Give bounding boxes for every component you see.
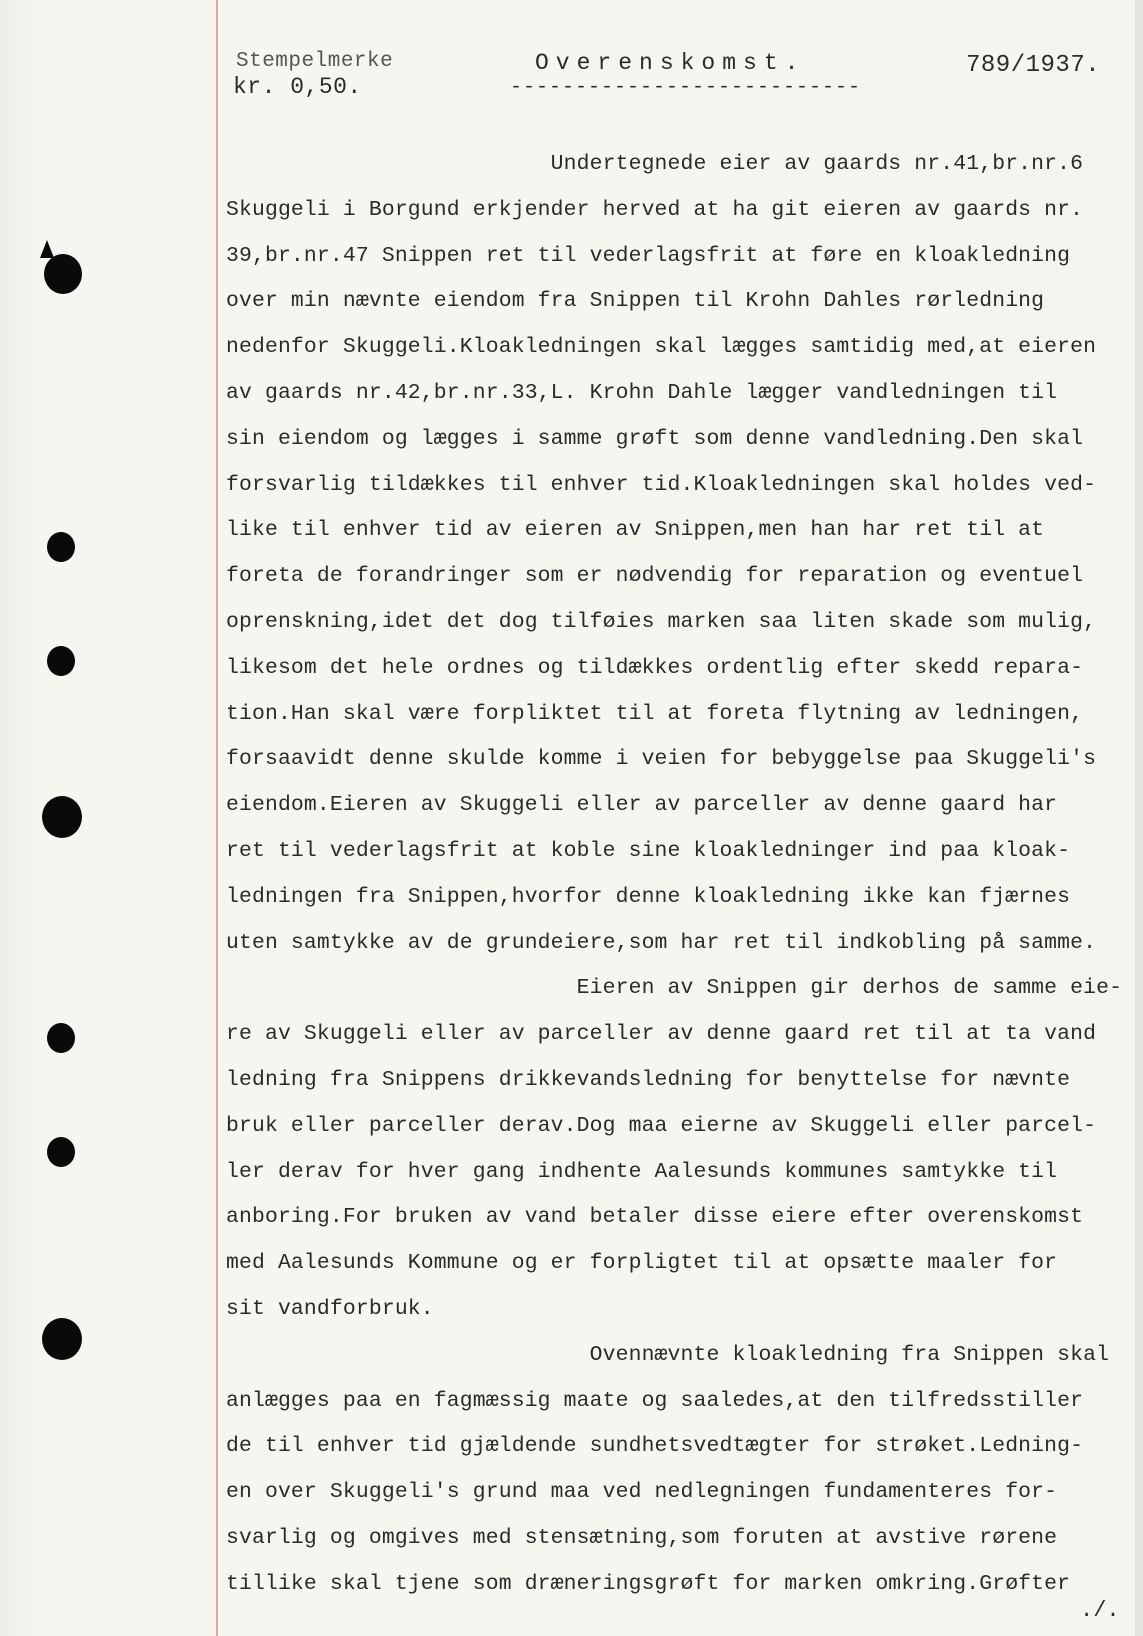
body-line: likesom det hele ordnes og tildækkes ordentlig efter skedd repara- (226, 655, 1084, 680)
document-reference: 789/1937. (966, 52, 1101, 79)
body-line: Eieren av Snippen gir derhos de samme eie- (226, 976, 1123, 1001)
body-line: Ovennævnte kloakledning fra Snippen skal (226, 1342, 1110, 1367)
body-line: uten samtykke av de grundeiere,som har ret til indkobling på samme. (226, 930, 1097, 955)
body-line: forsaavidt denne skulde komme i veien for bebyggelse paa Skuggeli's (226, 747, 1097, 772)
continuation-mark: ./. (1080, 1598, 1120, 1623)
body-line: ledning fra Snippens drikkevandsledning for benyttelse for nævnte (226, 1067, 1071, 1092)
body-line: tion.Han skal være forpliktet til at foreta flytning av ledningen, (226, 701, 1084, 726)
body-line: nedenfor Skuggeli.Kloakledningen skal lægges samtidig med,at eieren (226, 335, 1097, 360)
body-line: bruk eller parceller derav.Dog maa eierne av Skuggeli eller parcel- (226, 1113, 1097, 1138)
punch-hole-4 (42, 796, 82, 838)
body-line: re av Skuggeli eller av parceller av denne gaard ret til at ta vand (226, 1022, 1097, 1047)
title-underline: --------------------------- (510, 76, 862, 99)
body-line: ledningen fra Snippen,hvorfor denne kloakledning ikke kan fjærnes (226, 884, 1071, 909)
body-line: anboring.For bruken av vand betaler disse eiere efter overenskomst (226, 1205, 1084, 1230)
body-line: eiendom.Eieren av Skuggeli eller av parceller av denne gaard har (226, 793, 1058, 818)
punch-hole-6 (47, 1137, 75, 1167)
body-line: sit vandforbruk. (226, 1296, 434, 1321)
body-line: tillike skal tjene som dræneringsgrøft for marken omkring.Grøfter (226, 1571, 1071, 1596)
document-body (226, 142, 1136, 1608)
body-line: ler derav for hver gang indhente Aalesunds kommunes samtykke til (226, 1159, 1058, 1184)
stamp-amount: kr. 0,50. (233, 74, 362, 100)
body-line: Undertegnede eier av gaards nr.41,br.nr.6 (226, 152, 1084, 176)
page-edge (1135, 0, 1143, 1636)
arrow-marker-icon (40, 240, 54, 258)
punch-hole-7 (42, 1318, 82, 1360)
punch-hole-5 (47, 1023, 75, 1053)
body-line: 39,br.nr.47 Snippen ret til vederlagsfrit at føre en kloakledning (226, 243, 1071, 268)
body-line: av gaards nr.42,br.nr.33,L. Krohn Dahle lægger vandledningen til (226, 380, 1058, 405)
punch-hole-3 (47, 646, 75, 676)
punch-hole-1 (44, 254, 82, 294)
body-line: Skuggeli i Borgund erkjender herved at ha git eieren av gaards nr. (226, 197, 1084, 222)
body-line: over min nævnte eiendom fra Snippen til Krohn Dahles rørledning (226, 289, 1045, 314)
body-line: foreta de forandringer som er nødvendig for reparation og eventuel (226, 564, 1084, 589)
body-line: svarlig og omgives med stensætning,som foruten at avstive rørene (226, 1525, 1058, 1550)
body-line: med Aalesunds Kommune og er forpligtet til at opsætte maaler for (226, 1251, 1058, 1276)
body-line: anlægges paa en fagmæssig maate og saaledes,at den tilfredsstiller (226, 1388, 1084, 1413)
body-line: de til enhver tid gjældende sundhetsvedtægter for strøket.Ledning- (226, 1434, 1084, 1459)
punch-hole-2 (47, 532, 75, 562)
body-line: like til enhver tid av eieren av Snippen,men han har ret til at (226, 518, 1045, 543)
margin-rule (216, 0, 218, 1636)
body-line: forsvarlig tildækkes til enhver tid.Kloakledningen skal holdes ved- (226, 472, 1097, 497)
body-line: oprenskning,idet det dog tilføies marken saa liten skade som mulig, (226, 609, 1097, 634)
body-line: sin eiendom og lægges i samme grøft som denne vandledning.Den skal (226, 426, 1084, 451)
stamp-label: Stempelmerke (236, 50, 394, 73)
document-title: Overenskomst. (535, 50, 806, 76)
body-line: en over Skuggeli's grund maa ved nedlegningen fundamenteres for- (226, 1480, 1058, 1505)
body-line: ret til vederlagsfrit at koble sine kloakledninger ind paa kloak- (226, 838, 1071, 863)
